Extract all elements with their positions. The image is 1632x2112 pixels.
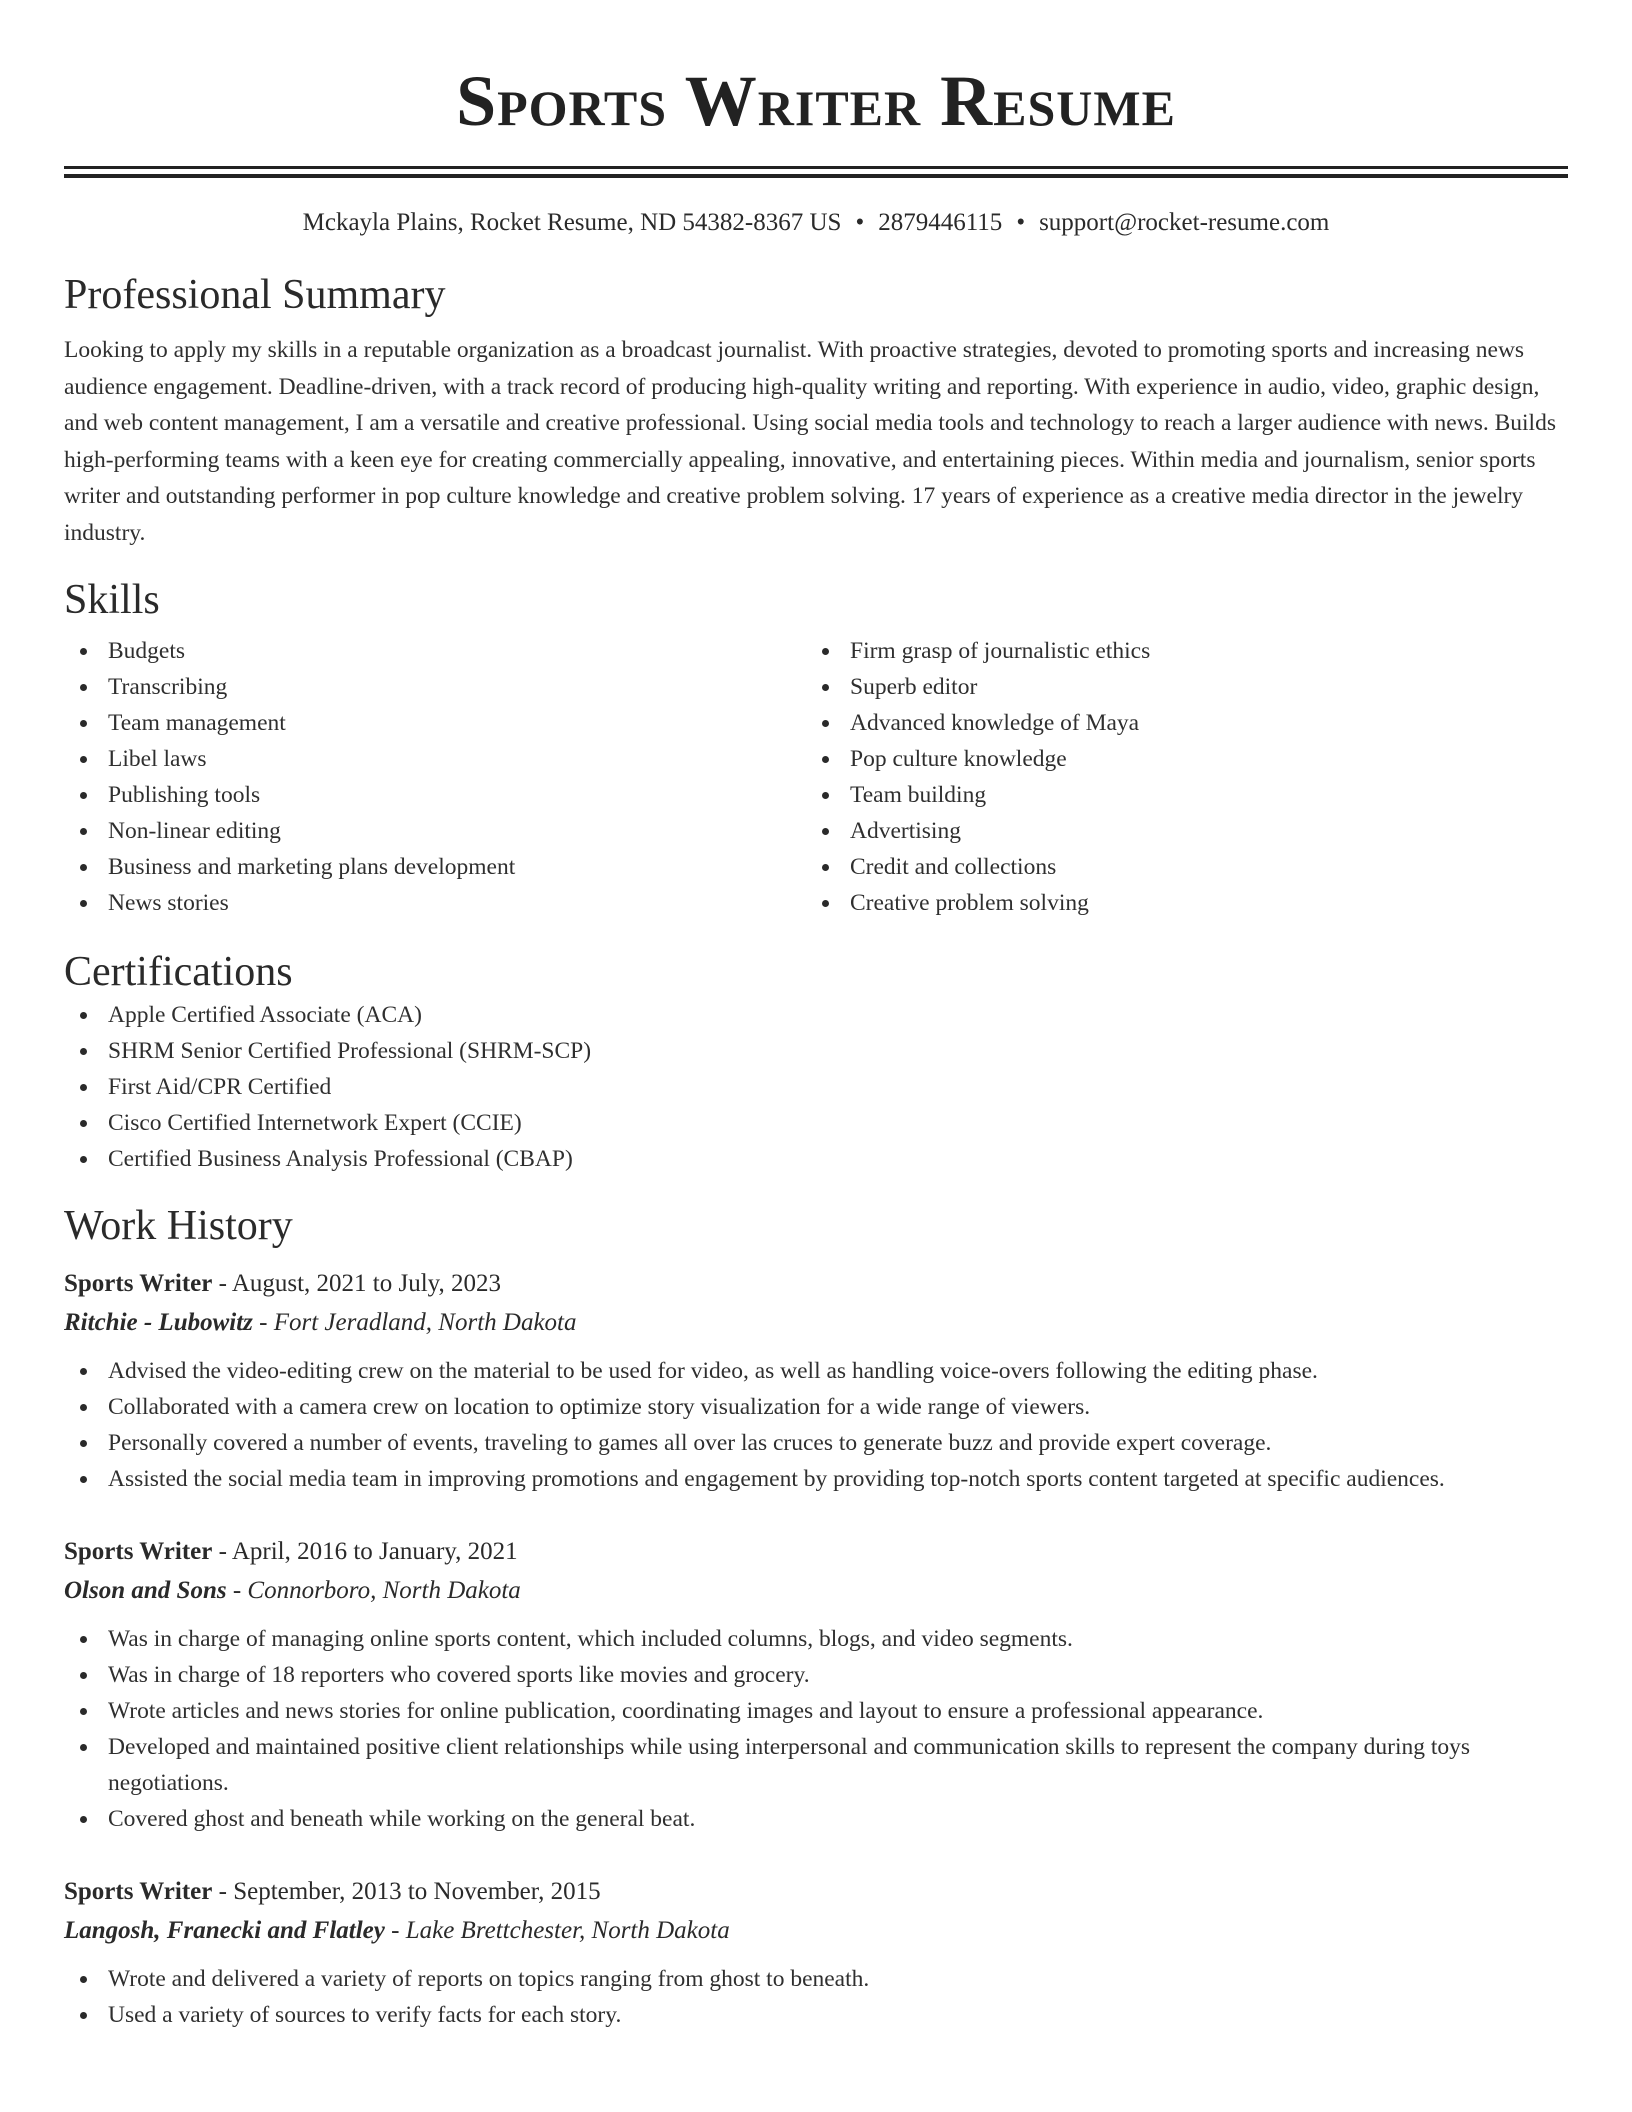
job-bullet: Covered ghost and beneath while working on the general beat. — [64, 1801, 1568, 1837]
skill-item: Superb editor — [806, 669, 1548, 705]
summary-text: Looking to apply my skills in a reputable organization as a broadcast journalist. With proactive strategies, devoted to promoting sports and increasing news audience engagement. Deadline-driven, with a track record of producing high-quality writing and reporting. With experience in audio, video, graphic design, and web content management, I am a versatile and creative professional. Using social media tools and technology to reach a larger audience with news. Builds high-performing teams with a keen eye for creating commercially appealing, innovative, and entertaining pieces. Within media and journalism, senior sports writer and outstanding performer in pop culture knowledge and creative problem solving. 17 years of experience as a creative media director in the jewelry industry. — [64, 337, 1556, 546]
title-divider-bottom — [64, 174, 1568, 178]
job-bullets — [64, 1621, 1568, 1837]
title-divider-top — [64, 166, 1568, 169]
job-bullet: Wrote and delivered a variety of reports on topics ranging from ghost to beneath. — [64, 1961, 1568, 1997]
job-company: Ritchie - Lubowitz — [64, 1309, 253, 1336]
skill-item: Credit and collections — [806, 849, 1548, 885]
work-history-heading: Work History — [64, 1203, 293, 1249]
skill-item: Budgets — [64, 633, 806, 669]
job-company: Langosh, Franecki and Flatley — [64, 1917, 385, 1944]
certification-item: SHRM Senior Certified Professional (SHRM-SCP) — [64, 1033, 1568, 1069]
job-company-line — [64, 1303, 1568, 1343]
job-role: Sports Writer — [64, 1270, 213, 1297]
skill-item: Advertising — [806, 813, 1548, 849]
certification-item: Cisco Certified Internetwork Expert (CCIE) — [64, 1105, 1568, 1141]
skill-item: Team management — [64, 705, 806, 741]
job-entry — [64, 1265, 1568, 1497]
job-company: Olson and Sons — [64, 1577, 227, 1604]
job-bullet: Was in charge of 18 reporters who covered sports like movies and grocery. — [64, 1657, 1568, 1693]
skill-item: Team building — [806, 777, 1548, 813]
job-bullet: Assisted the social media team in improving promotions and engagement by providing top-notch sports content targeted at specific audiences. — [64, 1461, 1568, 1497]
contact-line — [64, 208, 1568, 238]
summary-heading: Professional Summary — [64, 272, 446, 318]
job-dates: - August, 2021 to July, 2023 — [212, 1270, 502, 1297]
skills-list-right — [806, 633, 1548, 921]
job-title-line — [64, 1533, 1568, 1571]
skills-columns — [64, 633, 1568, 921]
skill-item: Firm grasp of journalistic ethics — [806, 633, 1548, 669]
job-bullet: Wrote articles and news stories for online publication, coordinating images and layout to ensure a professional appearance. — [64, 1693, 1568, 1729]
skill-item: Advanced knowledge of Maya — [806, 705, 1548, 741]
certification-item: First Aid/CPR Certified — [64, 1069, 1568, 1105]
job-title-line — [64, 1873, 1568, 1911]
skill-item: News stories — [64, 885, 806, 921]
job-bullet: Collaborated with a camera crew on location to optimize story visualization for a wide range of viewers. — [64, 1389, 1568, 1425]
job-bullet: Was in charge of managing online sports content, which included columns, blogs, and video segments. — [64, 1621, 1568, 1657]
job-bullet: Developed and maintained positive client relationships while using interpersonal and communication skills to represent the company during toys negotiations. — [64, 1729, 1568, 1801]
job-role: Sports Writer — [64, 1878, 213, 1905]
job-location: - Fort Jeradland, North Dakota — [252, 1309, 577, 1336]
job-location: - Connorboro, North Dakota — [226, 1577, 521, 1604]
contact-phone: 2879446115 — [878, 209, 1003, 236]
job-entry — [64, 1533, 1568, 1837]
certifications-heading: Certifications — [64, 949, 293, 995]
contact-separator: • — [1016, 209, 1026, 236]
job-bullet: Advised the video-editing crew on the material to be used for video, as well as handling voice-overs following the editing phase. — [64, 1353, 1568, 1389]
skill-item: Creative problem solving — [806, 885, 1548, 921]
job-bullets — [64, 1961, 1568, 2033]
skill-item: Publishing tools — [64, 777, 806, 813]
certification-item: Certified Business Analysis Professional (CBAP) — [64, 1141, 1568, 1177]
skills-heading: Skills — [64, 577, 160, 623]
job-dates: - April, 2016 to January, 2021 — [212, 1538, 518, 1565]
job-company-line — [64, 1571, 1568, 1611]
skills-list-left — [64, 633, 806, 921]
skill-item: Pop culture knowledge — [806, 741, 1548, 777]
job-bullet: Personally covered a number of events, traveling to games all over las cruces to generate buzz and provide expert coverage. — [64, 1425, 1568, 1461]
job-bullet: Used a variety of sources to verify facts for each story. — [64, 1997, 1568, 2033]
job-role: Sports Writer — [64, 1538, 213, 1565]
contact-email: support@rocket-resume.com — [1039, 209, 1330, 236]
contact-separator: • — [855, 209, 865, 236]
resume-content — [64, 0, 1568, 2033]
job-dates: - September, 2013 to November, 2015 — [212, 1878, 601, 1905]
job-title-line — [64, 1265, 1568, 1303]
job-location: - Lake Brettchester, North Dakota — [384, 1917, 730, 1944]
skill-item: Transcribing — [64, 669, 806, 705]
certifications-list — [64, 997, 1568, 1177]
resume-title: Sports Writer Resume — [456, 61, 1176, 141]
contact-address: Mckayla Plains, Rocket Resume, ND 54382-8367 US — [302, 209, 842, 236]
certification-item: Apple Certified Associate (ACA) — [64, 997, 1568, 1033]
job-entry — [64, 1873, 1568, 2033]
job-bullets — [64, 1353, 1568, 1497]
job-company-line — [64, 1911, 1568, 1951]
skill-item: Non-linear editing — [64, 813, 806, 849]
skill-item: Business and marketing plans development — [64, 849, 806, 885]
skill-item: Libel laws — [64, 741, 806, 777]
